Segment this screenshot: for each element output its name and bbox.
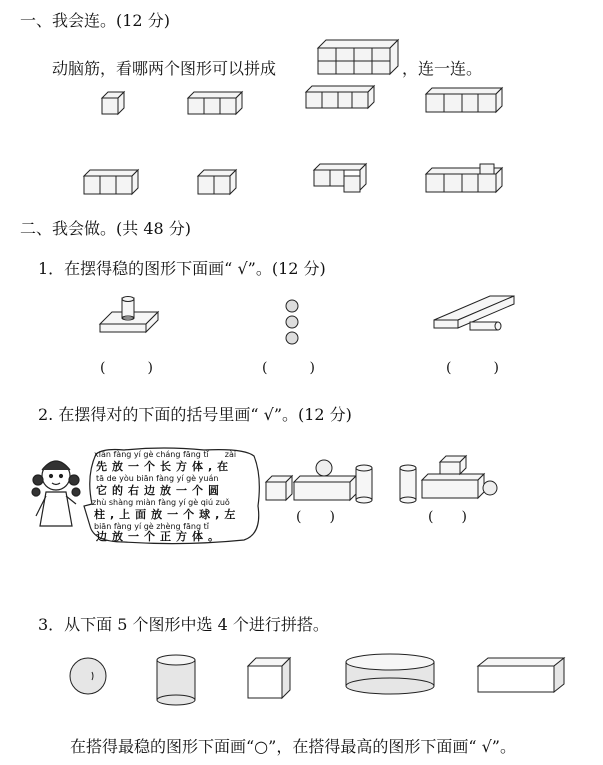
q2-cylinder-2[interactable] bbox=[396, 462, 420, 508]
q1-bracket-2[interactable]: ( ) bbox=[262, 360, 315, 376]
bubble-pinyin-2: tā de yòu biān fàng yí gè yuán bbox=[96, 474, 219, 483]
section1-heading: 一、我会连。(12 分) bbox=[20, 11, 170, 30]
bubble-pinyin-4: biān fàng yí gè zhèng fāng tǐ bbox=[94, 522, 209, 531]
q1-title: 1．在摆得稳的图形下面画“ √”。(12 分) bbox=[38, 259, 326, 278]
q2-bracket-1[interactable]: ( ) bbox=[296, 509, 335, 525]
shape-two-cubes[interactable] bbox=[196, 168, 238, 196]
q2-arrangement-1[interactable] bbox=[264, 458, 360, 504]
target-cube-figure bbox=[312, 38, 402, 76]
q3-flat-cylinder[interactable] bbox=[344, 652, 436, 700]
q1-bracket-1[interactable]: ( ) bbox=[100, 360, 153, 376]
q3-ball[interactable] bbox=[68, 656, 108, 696]
q2-cylinder-1[interactable] bbox=[352, 460, 376, 506]
shape-single-cube[interactable] bbox=[100, 90, 126, 116]
stacked-balls[interactable] bbox=[283, 298, 301, 350]
bubble-hanzi-3: 柱,上面放一个球,左 bbox=[94, 508, 241, 521]
shape-step-cubes[interactable] bbox=[312, 162, 368, 194]
shape-three-cubes[interactable] bbox=[82, 168, 140, 196]
section1-instruction: 动脑筋，看哪两个图形可以拼成 bbox=[52, 59, 277, 78]
shape-long-step-cubes[interactable] bbox=[424, 160, 504, 196]
board-on-cylinder[interactable] bbox=[430, 292, 518, 336]
cylinder-on-board[interactable] bbox=[98, 296, 160, 340]
q3-instruction: 在搭得最稳的图形下面画“○”，在搭得最高的图形下面画“ √”。 bbox=[70, 737, 516, 756]
shape-long-cubes[interactable] bbox=[424, 84, 504, 116]
shape-three-cube-l[interactable] bbox=[186, 86, 244, 116]
q3-title: 3．从下面 5 个图形中选 4 个进行拼搭。 bbox=[38, 615, 329, 634]
q3-cuboid[interactable] bbox=[476, 656, 566, 696]
q2-title: 2. 在摆得对的下面的括号里画“ √”。(12 分) bbox=[38, 405, 352, 424]
q2-arrangement-2[interactable] bbox=[420, 454, 500, 504]
q3-cylinder[interactable] bbox=[154, 652, 198, 708]
bubble-hanzi-1: 先放一个长方体,在 bbox=[96, 460, 234, 473]
q1-bracket-3[interactable]: ( ) bbox=[446, 360, 499, 376]
section1-instruction-end: ，连一连。 bbox=[402, 59, 483, 78]
bubble-hanzi-2: 它的右边放一个圆 bbox=[96, 484, 224, 497]
bubble-pinyin-1: xiān fàng yí gè cháng fāng tǐ zài bbox=[94, 450, 237, 459]
q2-bracket-2[interactable]: ( ) bbox=[428, 509, 467, 525]
shape-stair-cubes[interactable] bbox=[304, 84, 376, 114]
girl-illustration bbox=[28, 446, 84, 542]
q3-cube[interactable] bbox=[246, 656, 292, 700]
bubble-hanzi-4: 边放一个正方体。 bbox=[96, 530, 224, 543]
section2-heading: 二、我会做。(共 48 分) bbox=[20, 219, 192, 238]
bubble-pinyin-3: zhù shàng miàn fàng yí gè qiú zuǒ bbox=[92, 498, 230, 507]
